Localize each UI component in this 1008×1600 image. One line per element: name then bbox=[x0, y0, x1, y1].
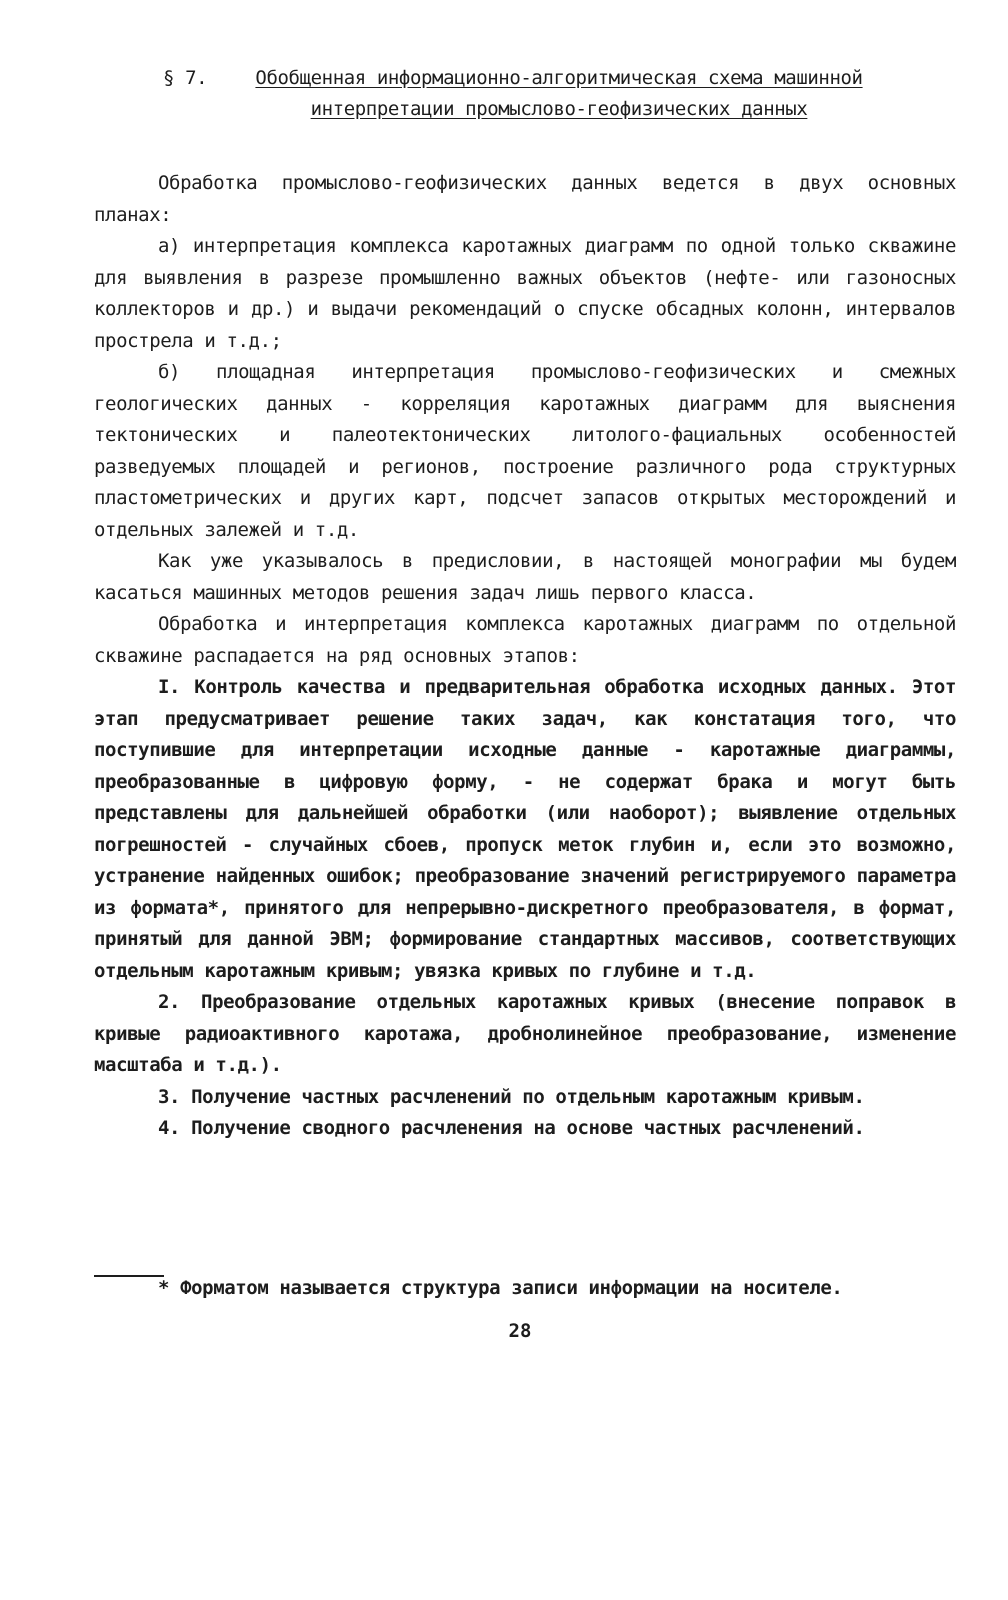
stage-4: 4. Получение сводного расчленения на основе частных расчленений. bbox=[158, 1117, 865, 1139]
paragraph-stages-intro: Обработка и интерпретация комплекса каротажных диаграмм по отдельной скважине распадается на ряд основных этапов: bbox=[94, 613, 956, 667]
paragraph-item-b: б) площадная интерпретация промыслово-геофизических и смежных геологических данных - корреляция каротажных диаграмм для выяснения тектонических и палеотектонических литолого-фациальных особенностей разведуемых площадей и регионов, построение различного рода структурных пластометрических и других карт, подсчет запасов открытых месторождений и отдельных залежей и т.д. bbox=[94, 361, 956, 541]
section-heading bbox=[163, 63, 943, 125]
stage-2: 2. Преобразование отдельных каротажных кривых (внесение поправок в кривые радиоактивного каротажа, дробнолинейное преобразование, изменение масштаба и т.д.). bbox=[94, 991, 956, 1076]
paragraph-item-a: а) интерпретация комплекса каротажных диаграмм по одной только скважине для выявления в разрезе промышленно важных объектов (нефте- или газоносных коллекторов и др.) и выдачи рекомендаций о спуске обсадных колонн, интервалов прострела и т.д.; bbox=[94, 235, 956, 352]
section-number: § 7. bbox=[163, 67, 208, 89]
stage-1: I. Контроль качества и предварительная обработка исходных данных. Этот этап предусматривает решение таких задач, как констатация того, что поступившие для интерпретации исходные данные - каротажные диаграммы, преобразованные в цифровую форму, - не содержат брака и могут быть представлены для дальнейшей обработки (или наоборот); выявление отдельных погрешностей - случайных сбоев, пропуск меток глубин и, если это возможно, устранение найденных ошибок; преобразование значений регистрируемого параметра из формата*, принятого для непрерывно-дискретного преобразователя, в формат, принятый для данной ЭВМ; формирование стандартных массивов, соответствующих отдельным каротажным кривым; увязка кривых по глубине и т.д. bbox=[94, 676, 956, 982]
body-text bbox=[94, 168, 956, 1145]
page-number: 28 bbox=[508, 1320, 532, 1342]
paragraph-intro: Обработка промыслово-геофизических данных ведется в двух основных планах: bbox=[94, 172, 956, 226]
stage-3: 3. Получение частных расчленений по отдельным каротажным кривым. bbox=[158, 1085, 865, 1108]
footnote-rule bbox=[94, 1275, 164, 1277]
section-title: Обобщенная информационно-алгоритмическая схема машинной интерпретации промыслово-геофизических данных bbox=[255, 67, 863, 120]
footnote: * Форматом называется структура записи информации на носителе. bbox=[158, 1277, 843, 1299]
paragraph-preface-note: Как уже указывалось в предисловии, в настоящей монографии мы будем касаться машинных методов решения задач лишь первого класса. bbox=[94, 550, 956, 604]
